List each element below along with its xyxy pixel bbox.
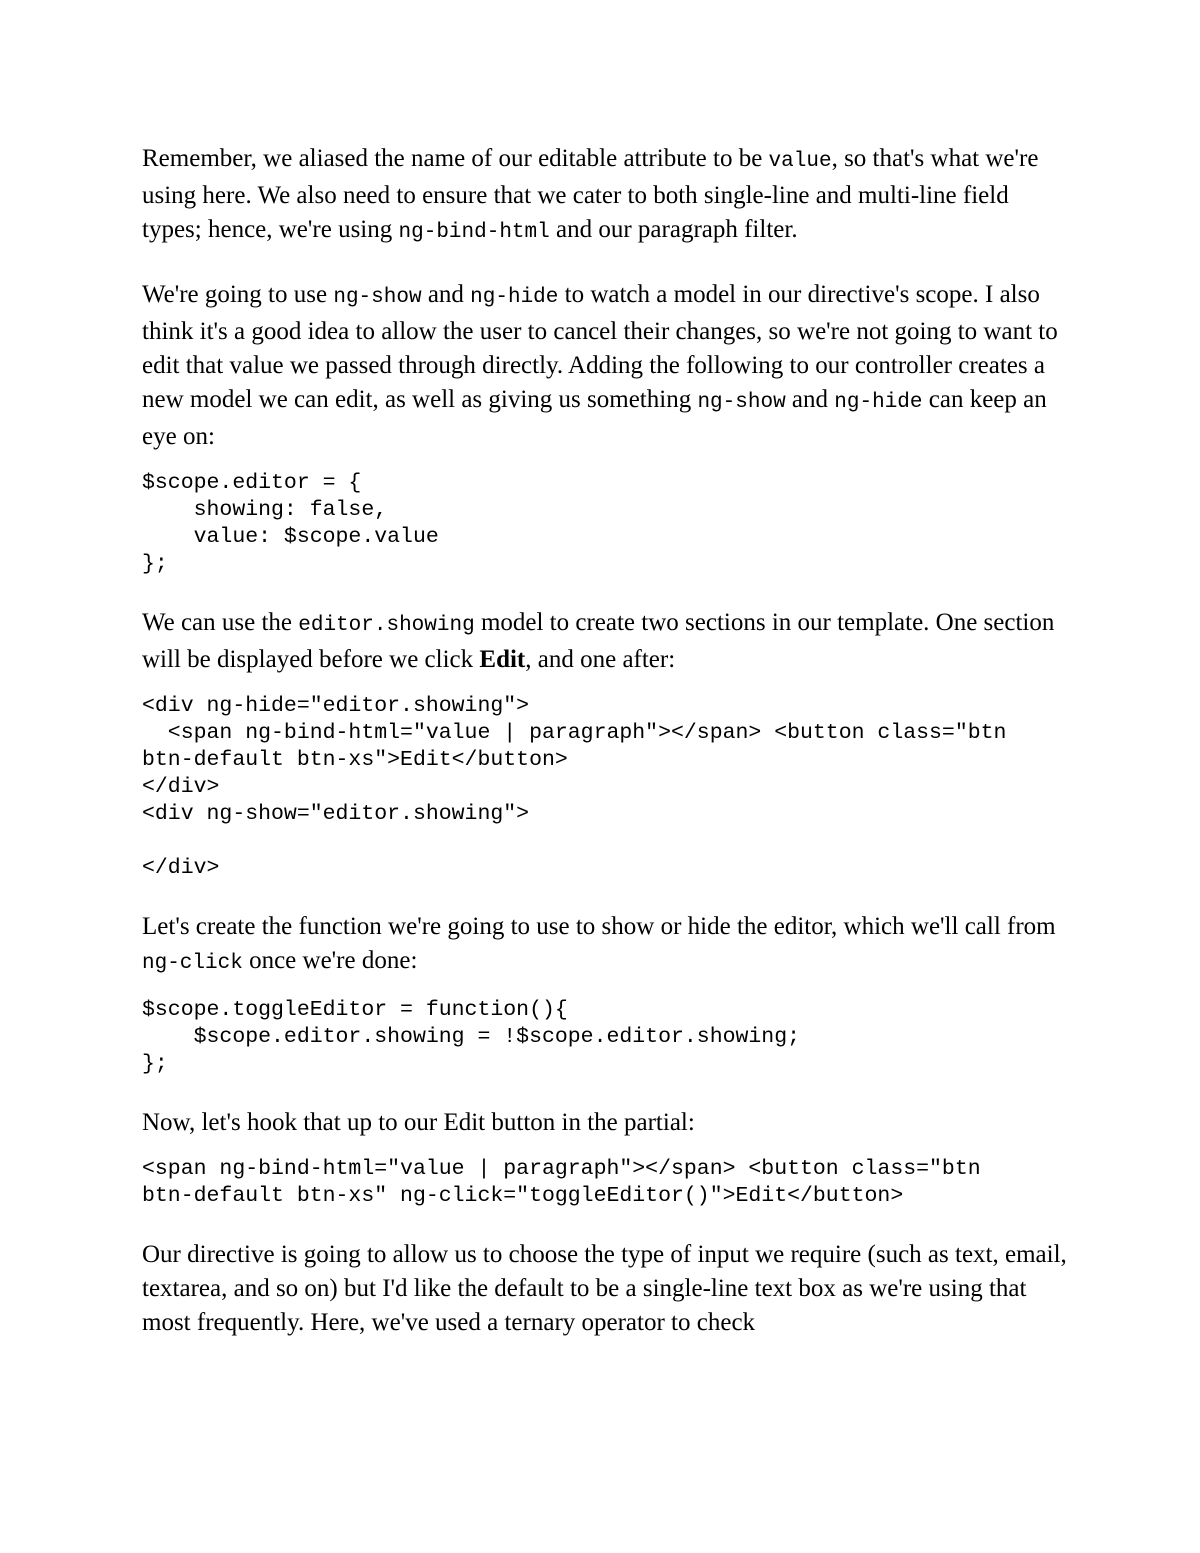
text-run: We can use the [142, 609, 299, 636]
inline-code: ng-hide [834, 391, 923, 414]
code-block-toggle-editor: $scope.toggleEditor = function(){ $scope.editor.showing = !$scope.editor.showing; }; [142, 998, 801, 1076]
inline-code: ng-click [142, 952, 243, 975]
paragraph-toggle-function [142, 910, 1072, 981]
inline-code: value [768, 150, 832, 173]
text-run: , so that's what we're using here. We also need to ensure that we cater to both single-line and multi-line field types; hence, we're using [142, 145, 1039, 243]
paragraph-spacer [142, 677, 1072, 693]
text-run: once we're done: [242, 947, 418, 974]
paragraph-spacer [142, 250, 1072, 278]
inline-code: ng-show [697, 391, 786, 414]
text-run: Now, let's hook that up to our Edit button in the partial: [142, 1109, 695, 1136]
text-run: Let's create the function we're going to use to show or hide the editor, which we'll call from [142, 913, 1056, 940]
code-block-edit-button: <span ng-bind-html="value | paragraph"></span> <button class="btn btn-default btn-xs" ng-click="toggleEditor()">Edit</button> [142, 1157, 981, 1208]
paragraph-spacer [142, 1140, 1072, 1156]
text-run: and [785, 386, 835, 413]
inline-code: ng-bind-html [398, 221, 550, 244]
code-block-template-sections: <div ng-hide="editor.showing"> <span ng-bind-html="value | paragraph"></span> <button class="btn btn-default btn-xs">Edit</button> </div> <div ng-show="editor.showing"> </div> [142, 694, 1007, 880]
page-content [142, 142, 1072, 1340]
paragraph-spacer [142, 1210, 1072, 1238]
paragraph-spacer [142, 882, 1072, 910]
text-run: can keep an eye on: [142, 386, 1047, 450]
paragraph-input-type [142, 1238, 1072, 1340]
text-run: Our directive is going to allow us to choose the type of input we require (such as text, email, textarea, and so on) but I'd like the default to be a single-line text box as we're using that most frequently. Here, we've used a ternary operator to check [142, 1241, 1067, 1336]
bold-text: Edit [479, 646, 526, 673]
inline-code: ng-show [333, 286, 422, 309]
text-run: Remember, we aliased the name of our editable attribute to be [142, 145, 769, 172]
text-run: model to create two sections in our template. One section will be displayed before we click [142, 609, 1055, 673]
text-run: and our paragraph filter. [549, 216, 798, 243]
inline-code: ng-hide [470, 286, 559, 309]
inline-code: editor.showing [298, 614, 475, 637]
paragraph-spacer [142, 454, 1072, 470]
paragraph-spacer [142, 578, 1072, 606]
paragraph-show-hide [142, 278, 1072, 454]
paragraph-spacer [142, 981, 1072, 997]
paragraph-aliased-value [142, 142, 1072, 250]
code-block-editor-model: $scope.editor = { showing: false, value: $scope.value }; [142, 471, 439, 576]
paragraph-hook-edit-button [142, 1106, 1072, 1140]
text-run: We're going to use [142, 281, 334, 308]
text-run: , and one after: [525, 646, 676, 673]
text-run: to watch a model in our directive's scope. I also think it's a good idea to allow the user to cancel their changes, so we're not going to want to edit that value we passed through directly. Adding the following to our controller creates a new model we can edit, as well as giving us something [142, 281, 1058, 413]
paragraph-editor-showing [142, 606, 1072, 677]
text-run: and [421, 281, 471, 308]
paragraph-spacer [142, 1078, 1072, 1106]
